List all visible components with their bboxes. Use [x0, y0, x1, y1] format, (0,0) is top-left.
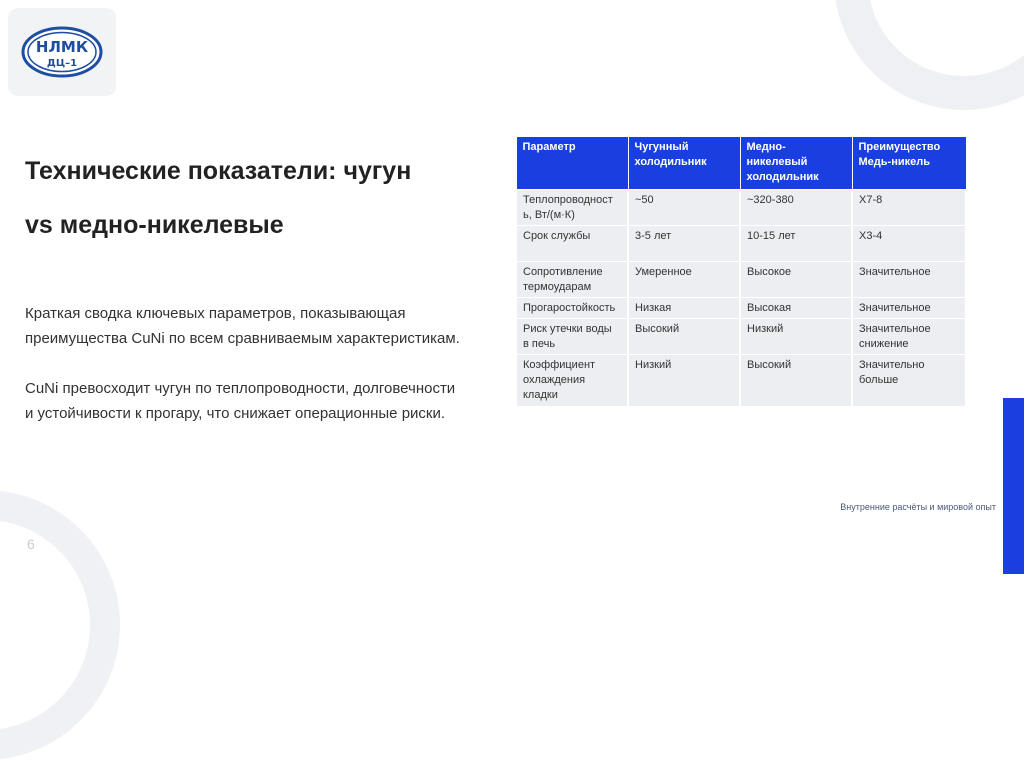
logo-tile — [8, 8, 116, 96]
table-row — [516, 298, 966, 319]
decorative-ring-bottom-left — [0, 490, 120, 760]
table-cell: Коэффициент охлаждения кладки — [516, 355, 628, 407]
accent-bar — [1003, 398, 1024, 574]
table-row — [516, 355, 966, 407]
description-line: и устойчивости к прогару, что снижает операционные риски. — [25, 405, 446, 422]
description-line: преимущества CuNi по всем сравниваемым характеристикам. — [25, 330, 460, 347]
table-cell: ~50 — [628, 190, 740, 226]
table-cell: Прогаростойкость — [516, 298, 628, 319]
header-parameter: Параметр — [516, 137, 628, 190]
description-paragraph-2 — [25, 376, 495, 426]
table-cell: X3-4 — [852, 226, 966, 262]
table-cell: Значительно больше — [852, 355, 966, 407]
page-title — [25, 144, 485, 252]
table-cell: Сопротивление термоударам — [516, 262, 628, 298]
table-header-row — [516, 137, 966, 190]
table-cell: Высокий — [628, 319, 740, 355]
decorative-ring-top-right — [834, 0, 1024, 110]
table-cell: Высокий — [740, 355, 852, 407]
table-cell: 3-5 лет — [628, 226, 740, 262]
title-line: Технические показатели: чугун — [25, 157, 412, 185]
table-cell: Теплопроводност ь, Вт/(м·К) — [516, 190, 628, 226]
nlmk-logo-icon — [21, 26, 103, 78]
header-cast-iron: Чугунный холодильник — [628, 137, 740, 190]
table-row — [516, 190, 966, 226]
table-row — [516, 262, 966, 298]
description-paragraph-1 — [25, 301, 495, 351]
logo-line-1: НЛМК — [35, 38, 89, 56]
table-cell: Риск утечки воды в печь — [516, 319, 628, 355]
table-cell: Низкая — [628, 298, 740, 319]
header-copper-nickel: Медно- никелевый холодильник — [740, 137, 852, 190]
table-cell: Срок службы — [516, 226, 628, 262]
table-row — [516, 226, 966, 262]
table-cell: Высокая — [740, 298, 852, 319]
table-row — [516, 319, 966, 355]
source-footnote: Внутренние расчёты и мировой опыт — [840, 502, 996, 512]
table-cell: Значительное снижение — [852, 319, 966, 355]
table-cell: Значительное — [852, 298, 966, 319]
page-number: 6 — [27, 536, 35, 552]
logo-line-2: ДЦ–1 — [46, 58, 78, 69]
table-cell: ~320-380 — [740, 190, 852, 226]
table-cell: 10-15 лет — [740, 226, 852, 262]
title-line: vs медно-никелевые — [25, 211, 284, 239]
description-line: CuNi превосходит чугун по теплопроводности, долговечности — [25, 380, 456, 397]
table-cell: Умеренное — [628, 262, 740, 298]
description-line: Краткая сводка ключевых параметров, показывающая — [25, 305, 406, 322]
table-cell: Низкий — [628, 355, 740, 407]
table-cell: X7-8 — [852, 190, 966, 226]
table-cell: Высокое — [740, 262, 852, 298]
table-cell: Низкий — [740, 319, 852, 355]
parameters-table — [515, 136, 967, 407]
table-cell: Значительное — [852, 262, 966, 298]
header-advantage: Преимущество Медь-никель — [852, 137, 966, 190]
